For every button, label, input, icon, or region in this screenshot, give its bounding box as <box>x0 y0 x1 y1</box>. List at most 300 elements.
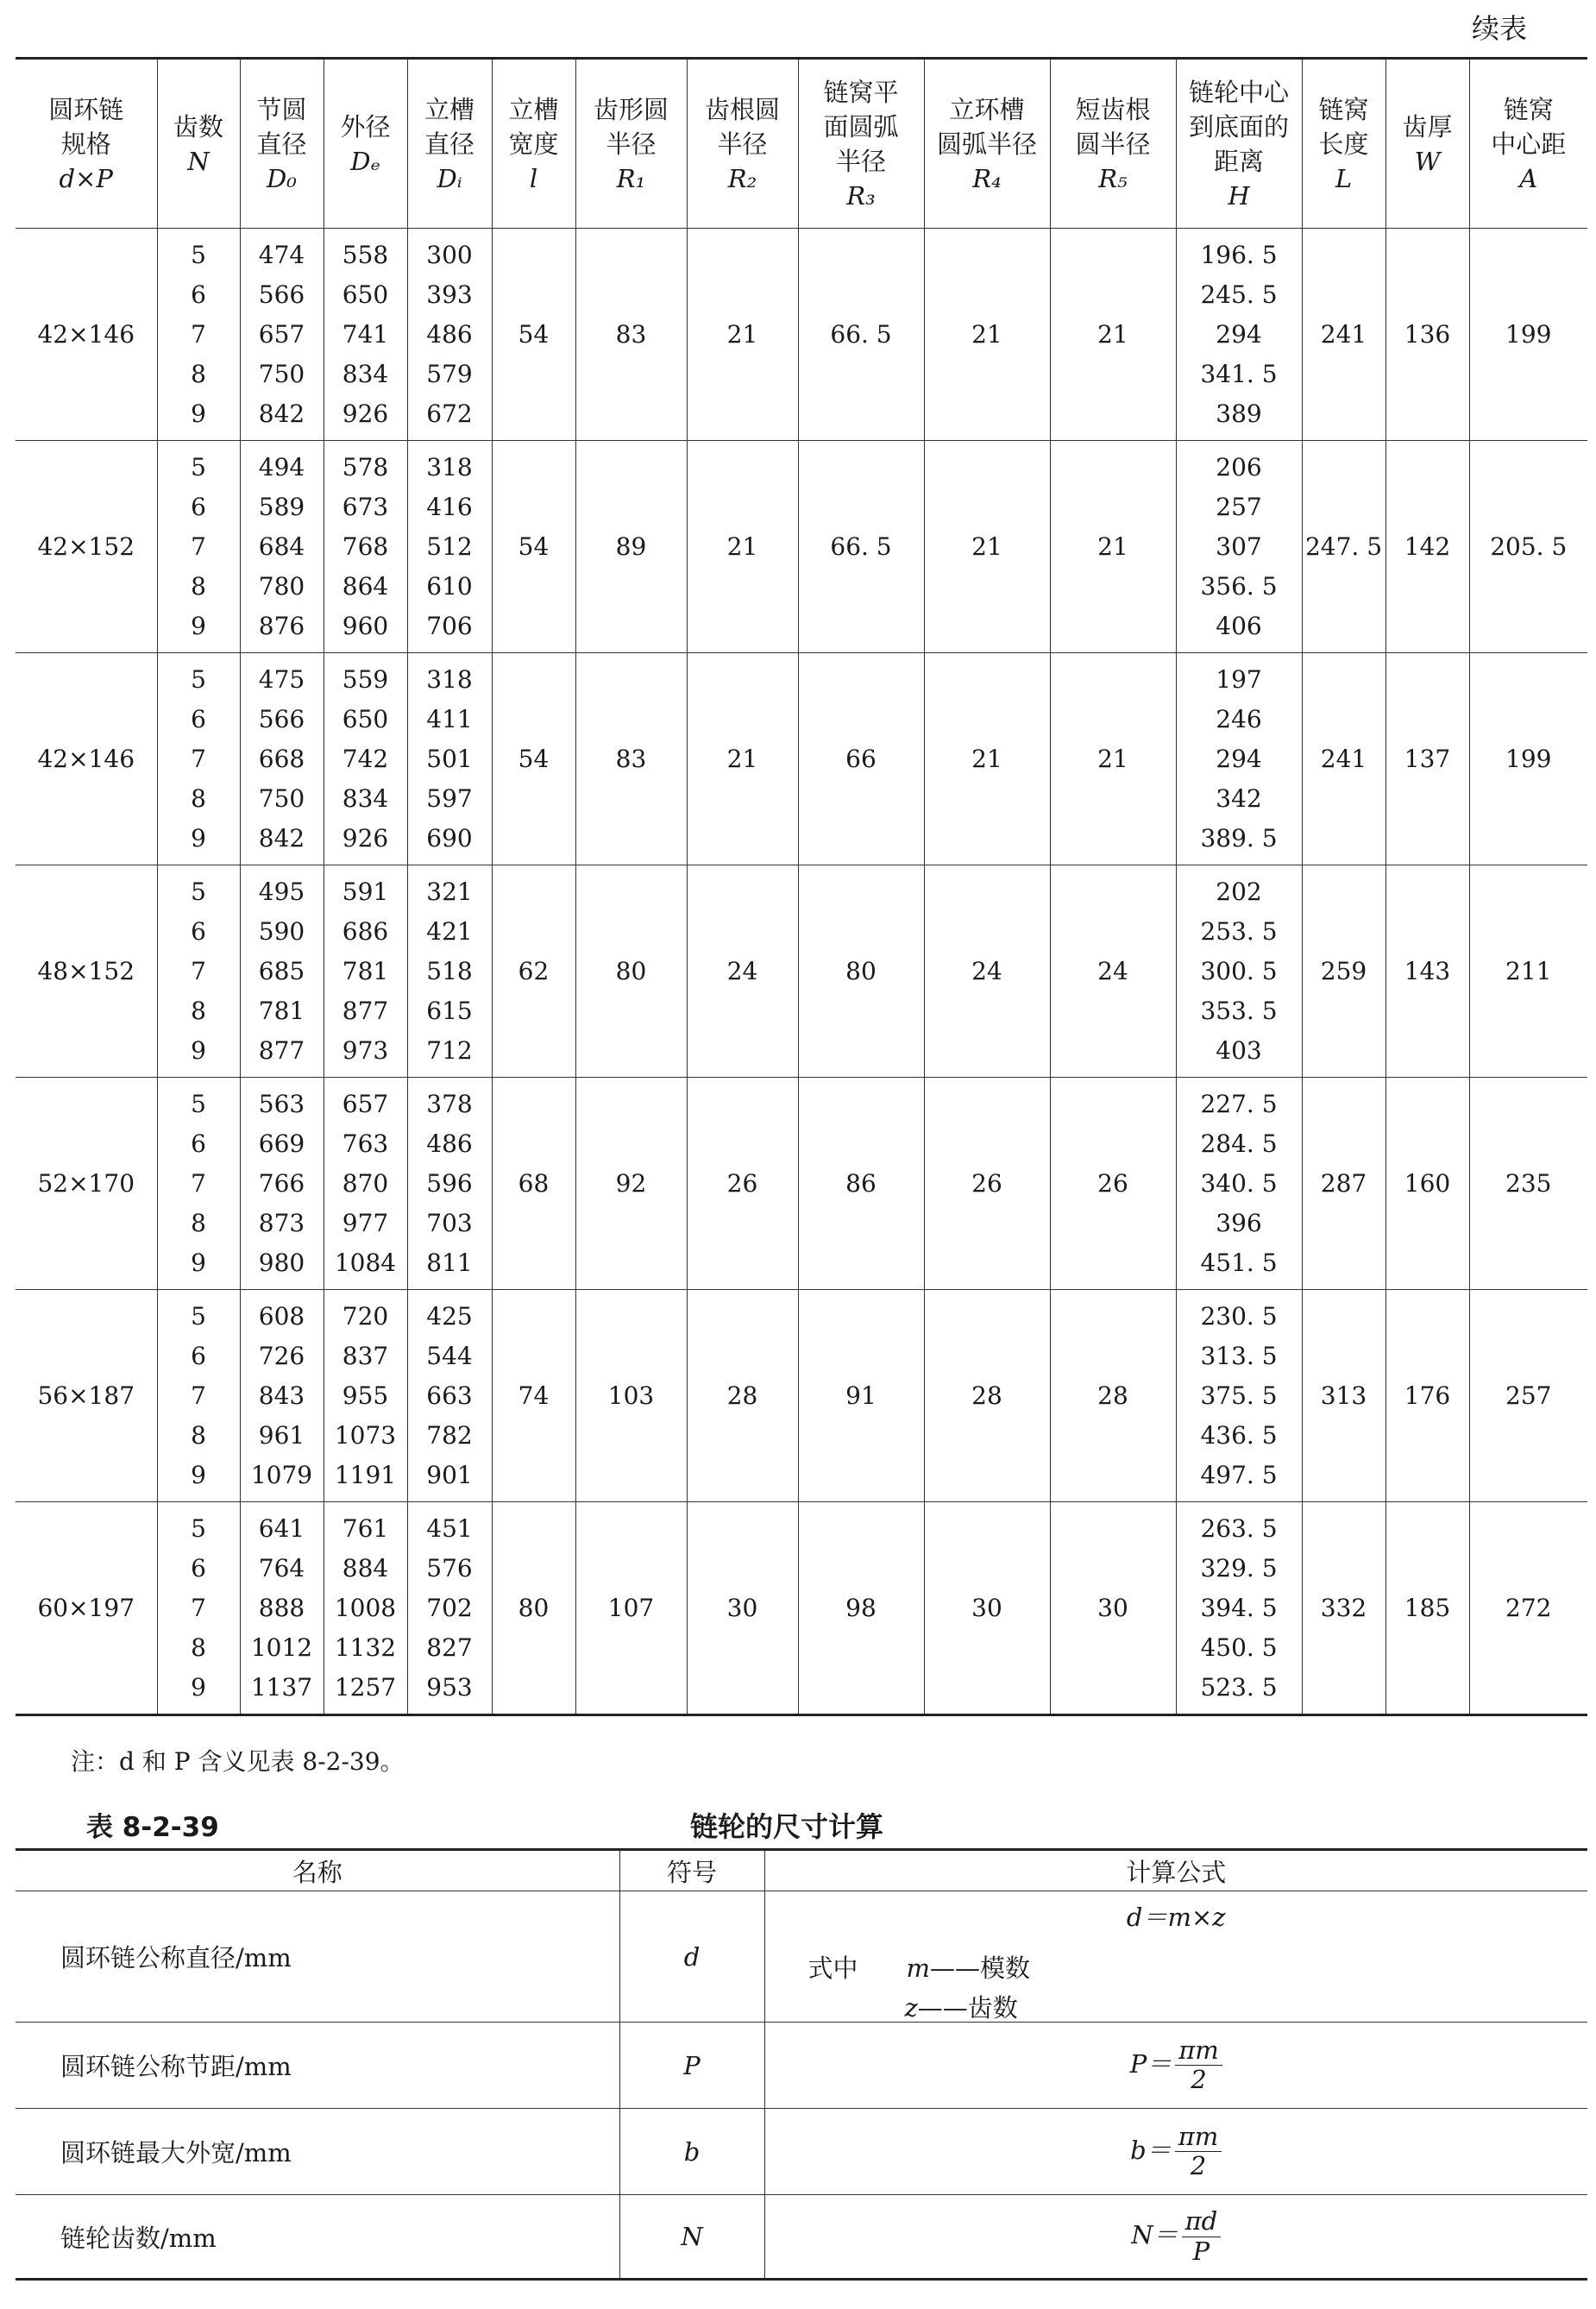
cell-value: 579 <box>426 359 473 388</box>
cell-value: 253. 5 <box>1200 916 1278 946</box>
cell-value: 669 <box>258 1129 305 1158</box>
cell-w: 143 <box>1386 865 1469 1078</box>
cell-value: 750 <box>258 359 305 388</box>
cell-value: 1132 <box>334 1633 397 1662</box>
calc-symbol: d <box>619 1891 764 2023</box>
cell-r3: 66 <box>798 653 924 865</box>
cell-r3: 80 <box>798 865 924 1078</box>
header-label-line: 齿根圆 <box>704 94 780 124</box>
cell-value: 563 <box>258 1089 305 1118</box>
cell-value: 486 <box>426 319 473 349</box>
cell-value: 827 <box>426 1633 473 1662</box>
cell-value: 955 <box>342 1381 389 1410</box>
cell-l: 247. 5 <box>1302 441 1386 653</box>
cell-d0 <box>240 1502 324 1715</box>
header-symbol: Dₑ <box>350 146 380 176</box>
cell-value: 980 <box>258 1248 305 1277</box>
cell-value: 6 <box>191 1553 206 1582</box>
cell-r2: 26 <box>687 1078 798 1290</box>
calc-formula <box>764 2195 1587 2280</box>
cell-r3: 86 <box>798 1078 924 1290</box>
cell-value: 406 <box>1216 611 1262 640</box>
cell-value: 657 <box>342 1089 389 1118</box>
cell-value: 834 <box>342 783 389 813</box>
cell-value: 1257 <box>334 1672 397 1702</box>
cell-value: 977 <box>342 1208 389 1237</box>
cell-n <box>157 653 240 865</box>
cell-d0 <box>240 1290 324 1502</box>
cell-de <box>324 441 407 653</box>
cell-value: 425 <box>426 1301 473 1331</box>
column-header <box>16 59 157 229</box>
calc-symbol: N <box>619 2195 764 2280</box>
cell-h <box>1176 229 1302 441</box>
cell-value: 451 <box>426 1513 473 1543</box>
cell-value: 650 <box>342 704 389 733</box>
cell-value: 450. 5 <box>1200 1633 1278 1662</box>
column-header <box>240 59 324 229</box>
cell-a: 211 <box>1469 865 1587 1078</box>
cell-value: 475 <box>258 664 305 694</box>
continued-label: 续表 <box>1471 12 1527 45</box>
header-symbol: D₀ <box>267 163 297 193</box>
cell-value: 608 <box>258 1301 305 1331</box>
cell-a: 199 <box>1469 229 1587 441</box>
header-label-line: 外径 <box>340 111 391 142</box>
cell-de <box>324 1078 407 1290</box>
cell-value: 6 <box>191 1341 206 1370</box>
cell-value: 685 <box>258 956 305 985</box>
cell-l: 259 <box>1302 865 1386 1078</box>
cell-r3: 91 <box>798 1290 924 1502</box>
cell-value: 8 <box>191 783 206 813</box>
header-label-line: 圆半径 <box>1075 129 1151 159</box>
cell-value: 781 <box>342 956 389 985</box>
cell-l: 241 <box>1302 653 1386 865</box>
cell-di <box>407 1502 492 1715</box>
column-header <box>324 59 407 229</box>
cell-w: 160 <box>1386 1078 1469 1290</box>
cell-value: 9 <box>191 399 206 428</box>
cell-value: 6 <box>191 492 206 521</box>
cell-value: 672 <box>426 399 473 428</box>
cell-n <box>157 1078 240 1290</box>
cell-value: 393 <box>426 280 473 309</box>
calc-name: 圆环链公称节距/mm <box>16 2023 619 2109</box>
cell-value: 8 <box>191 359 206 388</box>
header-symbol: L <box>1335 163 1353 193</box>
cell-l: 74 <box>492 1290 575 1502</box>
column-header <box>407 59 492 229</box>
table2-number: 表 8-2-39 <box>86 1812 219 1843</box>
cell-value: 5 <box>191 452 206 481</box>
cell-value: 396 <box>1216 1208 1262 1237</box>
header-symbol: 符号 <box>619 1850 764 1891</box>
cell-spec: 42×152 <box>16 441 157 653</box>
cell-de <box>324 229 407 441</box>
cell-value: 884 <box>342 1553 389 1582</box>
cell-n <box>157 1290 240 1502</box>
calc-symbol: P <box>619 2023 764 2109</box>
header-symbol: Dᵢ <box>437 163 462 193</box>
cell-r4: 30 <box>924 1502 1050 1715</box>
cell-value: 596 <box>426 1168 473 1198</box>
cell-di <box>407 865 492 1078</box>
cell-value: 523. 5 <box>1200 1672 1278 1702</box>
header-label-line: 半径 <box>835 146 886 176</box>
cell-value: 888 <box>258 1593 305 1622</box>
header-label-line: 齿数 <box>173 111 223 142</box>
fraction-numerator: πd <box>1182 2207 1222 2237</box>
header-label-line: 到底面的 <box>1188 111 1289 142</box>
cell-value: 741 <box>342 319 389 349</box>
cell-h <box>1176 865 1302 1078</box>
cell-value: 9 <box>191 1460 206 1489</box>
cell-n <box>157 229 240 441</box>
header-label-line: 直径 <box>256 129 307 159</box>
cell-value: 877 <box>342 996 389 1025</box>
cell-value: 403 <box>1216 1035 1262 1065</box>
calc-name: 链轮齿数/mm <box>16 2195 619 2280</box>
where-label: 式中 <box>807 1954 858 1983</box>
header-label-line: 立槽 <box>508 94 559 124</box>
header-label-line: 链窝平 <box>823 77 899 107</box>
cell-r5: 24 <box>1050 865 1176 1078</box>
cell-value: 421 <box>426 916 473 946</box>
cell-value: 494 <box>258 452 305 481</box>
cell-value: 340. 5 <box>1200 1168 1278 1198</box>
cell-value: 686 <box>342 916 389 946</box>
calc-row <box>16 2195 1587 2280</box>
header-symbol: A <box>1519 163 1538 193</box>
table-row <box>16 1502 1587 1715</box>
cell-value: 843 <box>258 1381 305 1410</box>
fraction-numerator: πm <box>1175 2123 1222 2152</box>
table-row <box>16 653 1587 865</box>
header-label-line: 直径 <box>424 129 474 159</box>
table-row <box>16 1290 1587 1502</box>
calc-row <box>16 2109 1587 2195</box>
cell-value: 961 <box>258 1420 305 1450</box>
fraction-denominator: 2 <box>1190 2151 1207 2180</box>
cell-h <box>1176 1290 1302 1502</box>
column-header <box>687 59 798 229</box>
cell-value: 300 <box>426 240 473 269</box>
header-label-line: 链轮中心 <box>1188 77 1289 107</box>
cell-r2: 21 <box>687 229 798 441</box>
cell-value: 394. 5 <box>1200 1593 1278 1622</box>
cell-n <box>157 441 240 653</box>
cell-value: 7 <box>191 1593 206 1622</box>
cell-value: 5 <box>191 1301 206 1331</box>
cell-value: 973 <box>342 1035 389 1065</box>
header-label-line: 立环槽 <box>949 94 1025 124</box>
cell-value: 657 <box>258 319 305 349</box>
cell-value: 763 <box>342 1129 389 1158</box>
cell-r4: 28 <box>924 1290 1050 1502</box>
header-label-line: 齿形圆 <box>593 94 669 124</box>
cell-h <box>1176 441 1302 653</box>
header-label-line: 规格 <box>60 129 111 159</box>
cell-value: 378 <box>426 1089 473 1118</box>
cell-value: 1084 <box>334 1248 397 1277</box>
cell-value: 720 <box>342 1301 389 1331</box>
cell-value: 9 <box>191 1672 206 1702</box>
cell-a: 199 <box>1469 653 1587 865</box>
cell-r3: 98 <box>798 1502 924 1715</box>
cell-r4: 24 <box>924 865 1050 1078</box>
column-header <box>1302 59 1386 229</box>
header-symbol: R₄ <box>972 163 1002 193</box>
column-header <box>575 59 687 229</box>
cell-value: 960 <box>342 611 389 640</box>
cell-value: 702 <box>426 1593 473 1622</box>
cell-value: 497. 5 <box>1200 1460 1278 1489</box>
cell-l: 54 <box>492 653 575 865</box>
cell-d0 <box>240 441 324 653</box>
fraction-numerator: πm <box>1175 2036 1222 2066</box>
cell-r2: 28 <box>687 1290 798 1502</box>
cell-value: 1137 <box>250 1672 313 1702</box>
cell-di <box>407 1290 492 1502</box>
column-header <box>924 59 1050 229</box>
cell-value: 6 <box>191 704 206 733</box>
table-row <box>16 1078 1587 1290</box>
where-var: z <box>904 1993 918 2023</box>
cell-r4: 21 <box>924 229 1050 441</box>
cell-value: 761 <box>342 1513 389 1543</box>
cell-value: 1079 <box>250 1460 313 1489</box>
header-label-line: 链窝 <box>1503 94 1554 124</box>
cell-r5: 21 <box>1050 441 1176 653</box>
cell-value: 6 <box>191 916 206 946</box>
header-label-line: 圆环链 <box>48 94 124 124</box>
table-row <box>16 865 1587 1078</box>
cell-spec: 52×170 <box>16 1078 157 1290</box>
cell-r2: 24 <box>687 865 798 1078</box>
cell-de <box>324 1290 407 1502</box>
header-symbol: H <box>1228 180 1250 211</box>
cell-value: 318 <box>426 452 473 481</box>
table-row <box>16 229 1587 441</box>
cell-value: 321 <box>426 877 473 906</box>
cell-l: 80 <box>492 1502 575 1715</box>
cell-value: 230. 5 <box>1200 1301 1278 1331</box>
cell-value: 590 <box>258 916 305 946</box>
cell-value: 501 <box>426 744 473 773</box>
cell-value: 1012 <box>250 1633 313 1662</box>
cell-l: 332 <box>1302 1502 1386 1715</box>
cell-value: 684 <box>258 532 305 561</box>
cell-value: 7 <box>191 1168 206 1198</box>
cell-value: 486 <box>426 1129 473 1158</box>
where-var: m <box>906 1954 931 1983</box>
cell-value: 474 <box>258 240 305 269</box>
cell-value: 8 <box>191 1208 206 1237</box>
header-symbol: W <box>1414 146 1441 176</box>
cell-value: 8 <box>191 1420 206 1450</box>
sprocket-dimension-table <box>16 57 1587 1716</box>
cell-value: 566 <box>258 704 305 733</box>
header-label-line: 半径 <box>717 129 768 159</box>
cell-value: 6 <box>191 1129 206 1158</box>
table-header-row <box>16 59 1587 229</box>
cell-value: 842 <box>258 399 305 428</box>
header-label-line: 圆弧半径 <box>936 129 1037 159</box>
cell-r5: 28 <box>1050 1290 1176 1502</box>
cell-r5: 30 <box>1050 1502 1176 1715</box>
fraction-denominator: P <box>1192 2236 1210 2266</box>
header-symbol: R₃ <box>846 180 876 211</box>
cell-value: 559 <box>342 664 389 694</box>
cell-r1: 92 <box>575 1078 687 1290</box>
cell-r1: 83 <box>575 229 687 441</box>
cell-value: 9 <box>191 1248 206 1277</box>
cell-de <box>324 653 407 865</box>
cell-r4: 26 <box>924 1078 1050 1290</box>
cell-value: 313. 5 <box>1200 1341 1278 1370</box>
cell-value: 558 <box>342 240 389 269</box>
cell-value: 663 <box>426 1381 473 1410</box>
cell-r5: 26 <box>1050 1078 1176 1290</box>
cell-value: 512 <box>426 532 473 561</box>
cell-value: 873 <box>258 1208 305 1237</box>
cell-value: 389 <box>1216 399 1262 428</box>
cell-value: 356. 5 <box>1200 571 1278 601</box>
cell-h <box>1176 653 1302 865</box>
cell-l: 54 <box>492 441 575 653</box>
cell-value: 901 <box>426 1460 473 1489</box>
cell-value: 5 <box>191 1089 206 1118</box>
cell-di <box>407 1078 492 1290</box>
header-formula: 计算公式 <box>764 1850 1587 1891</box>
formula-text: d＝m×z <box>1126 1903 1226 1932</box>
cell-value: 8 <box>191 1633 206 1662</box>
cell-l: 287 <box>1302 1078 1386 1290</box>
cell-value: 284. 5 <box>1200 1129 1278 1158</box>
header-label-line: 中心距 <box>1491 129 1567 159</box>
cell-value: 5 <box>191 1513 206 1543</box>
cell-value: 9 <box>191 611 206 640</box>
cell-value: 8 <box>191 571 206 601</box>
cell-r3: 66. 5 <box>798 441 924 653</box>
cell-value: 750 <box>258 783 305 813</box>
calc-symbol: b <box>619 2109 764 2195</box>
cell-value: 246 <box>1216 704 1262 733</box>
cell-value: 610 <box>426 571 473 601</box>
cell-value: 641 <box>258 1513 305 1543</box>
cell-spec: 60×197 <box>16 1502 157 1715</box>
cell-value: 742 <box>342 744 389 773</box>
cell-value: 7 <box>191 319 206 349</box>
cell-value: 811 <box>426 1248 473 1277</box>
cell-spec: 56×187 <box>16 1290 157 1502</box>
cell-value: 544 <box>426 1341 473 1370</box>
cell-value: 591 <box>342 877 389 906</box>
cell-a: 272 <box>1469 1502 1587 1715</box>
cell-value: 245. 5 <box>1200 280 1278 309</box>
header-label-line: 长度 <box>1318 129 1369 159</box>
table-note: 注：d 和 P 含义见表 8-2-39。 <box>71 1747 405 1776</box>
cell-value: 768 <box>342 532 389 561</box>
column-header <box>1176 59 1302 229</box>
cell-value: 842 <box>258 823 305 853</box>
cell-value: 578 <box>342 452 389 481</box>
cell-value: 877 <box>258 1035 305 1065</box>
cell-r4: 21 <box>924 653 1050 865</box>
cell-value: 206 <box>1216 452 1262 481</box>
cell-r5: 21 <box>1050 653 1176 865</box>
cell-di <box>407 441 492 653</box>
cell-r1: 89 <box>575 441 687 653</box>
cell-di <box>407 229 492 441</box>
header-symbol: R₅ <box>1098 163 1128 193</box>
cell-value: 782 <box>426 1420 473 1450</box>
header-symbol: R₁ <box>616 163 646 193</box>
cell-value: 589 <box>258 492 305 521</box>
cell-spec: 42×146 <box>16 653 157 865</box>
cell-value: 341. 5 <box>1200 359 1278 388</box>
table-row <box>16 441 1587 653</box>
cell-r2: 21 <box>687 441 798 653</box>
cell-w: 185 <box>1386 1502 1469 1715</box>
calc-formula <box>764 2023 1587 2109</box>
header-label-line: 节圆 <box>256 94 307 124</box>
header-label-line: 齿厚 <box>1402 111 1453 142</box>
cell-value: 766 <box>258 1168 305 1198</box>
cell-value: 926 <box>342 399 389 428</box>
cell-value: 712 <box>426 1035 473 1065</box>
cell-de <box>324 1502 407 1715</box>
cell-value: 411 <box>426 704 473 733</box>
cell-spec: 48×152 <box>16 865 157 1078</box>
cell-value: 318 <box>426 664 473 694</box>
cell-l: 241 <box>1302 229 1386 441</box>
cell-value: 263. 5 <box>1200 1513 1278 1543</box>
cell-value: 1073 <box>334 1420 397 1450</box>
column-header <box>1386 59 1469 229</box>
cell-value: 5 <box>191 240 206 269</box>
cell-value: 202 <box>1216 877 1262 906</box>
cell-spec: 42×146 <box>16 229 157 441</box>
formula-lhs: P＝ <box>1129 2048 1172 2079</box>
header-label-line: 面圆弧 <box>823 111 899 142</box>
header-label-line: 短齿根 <box>1075 94 1151 124</box>
cell-value: 781 <box>258 996 305 1025</box>
cell-r4: 21 <box>924 441 1050 653</box>
cell-value: 1008 <box>334 1593 397 1622</box>
calc-name: 圆环链最大外宽/mm <box>16 2109 619 2195</box>
cell-value: 650 <box>342 280 389 309</box>
cell-a: 205. 5 <box>1469 441 1587 653</box>
cell-value: 495 <box>258 877 305 906</box>
calc-formula <box>764 2109 1587 2195</box>
cell-value: 329. 5 <box>1200 1553 1278 1582</box>
table2-title: 链轮的尺寸计算 <box>690 1810 884 1843</box>
cell-value: 834 <box>342 359 389 388</box>
fraction-denominator: 2 <box>1191 2065 1207 2094</box>
cell-value: 416 <box>426 492 473 521</box>
header-label-line: 链窝 <box>1318 94 1369 124</box>
cell-value: 300. 5 <box>1200 956 1278 985</box>
column-header <box>1469 59 1587 229</box>
cell-r2: 30 <box>687 1502 798 1715</box>
cell-r5: 21 <box>1050 229 1176 441</box>
cell-w: 176 <box>1386 1290 1469 1502</box>
cell-r3: 66. 5 <box>798 229 924 441</box>
cell-value: 389. 5 <box>1200 823 1278 853</box>
cell-value: 5 <box>191 664 206 694</box>
